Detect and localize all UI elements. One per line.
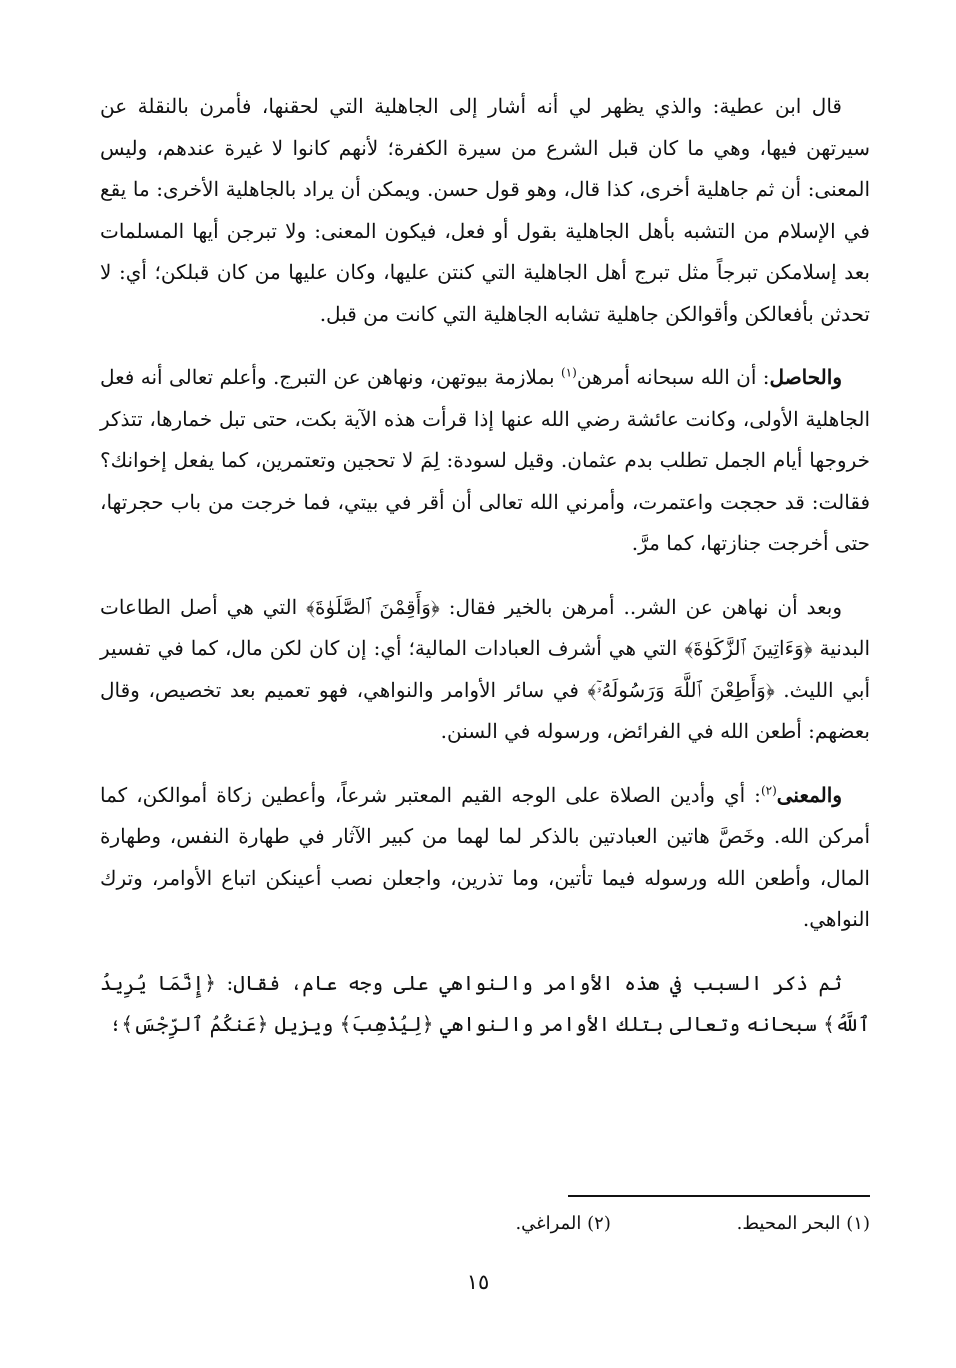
paragraph-al-hasil [100,357,870,565]
paragraph-lead-word: والحاصل [769,365,842,389]
paragraph-text-intro: : أن الله سبحانه أمرهن [576,365,770,389]
footnote-ref-1: (١) [560,365,577,380]
footnote-2: (٢) المراغي. [515,1213,611,1234]
paragraph-lead-word: والمعنى [776,782,842,807]
paragraph-al-mana [100,775,870,941]
page-number: ١٥ [466,1270,490,1294]
footnotes [170,1208,870,1240]
footnote-1: (١) البحر المحيط. [736,1213,870,1234]
paragraph-text: : أي وأدين الصلاة على الوجه القيم المعتبر شرعاً، وأعطين زكاة أموالكن، كما أمركن الله. وخَصَّ هاتين العبادتين بالذكر لما لهما من كبير الآثار في طهارة النفس، وطهارة المال، وأطعن الله ورسوله فيما تأتين، وما تذرين، واجعلن نصب أعينكن اتباع الأوامر، وترك النواهي. [100,782,870,931]
paragraph-text: وبعد أن نهاهن عن الشر.. أمرهن بالخير فقال: ﴿وَأَقِمْنَ ٱلصَّلَوٰةَ﴾ التي هي أصل الطاعات البدنية ﴿وَءَاتِينَ ٱلزَّكَوٰةَ﴾ التي هي أشرف العبادات المالية؛ أي: إن كان لكن مال، كما في تفسير أبي الليث. ﴿وَأَطِعْنَ ٱللَّهَ وَرَسُولَهُۥٓ﴾ في سائر الأوامر والنواهي، فهو تعميم بعد تخصيص، وقال بعضهم: أطعن الله في الفرائض، ورسوله في السنن. [100,594,870,743]
body-text [100,86,870,1068]
paragraph-text: ثم ذكر السبب في هذه الأوامر والنواهي على وجه عام، فقال: ﴿إِنَّمَا يُرِيدُ ٱللَّهُ﴾ سبحانه وتعالى بتلك الأوامر والنواهي ﴿لِيُذْهِبَ﴾ ويزيل ﴿عَنكُمُ ٱلرِّجْسَ﴾؛ [100,970,870,1036]
paragraph-ibn-atiyya [100,86,870,335]
paragraph-text: قال ابن عطية: والذي يظهر لي أنه أشار إلى الجاهلية التي لحقنها، فأمرن بالنقلة عن سيرتهن فيها، وهي ما كان قبل الشرع من سيرة الكفرة؛ لأنهم كانوا لا غيرة عندهم، وليس المعنى: أن ثم جاهلية أخرى، كذا قال، وهو قول حسن. ويمكن أن يراد بالجاهلية الأخرى: ما يقع في الإسلام من التشبه بأهل الجاهلية بقول أو فعل، فيكون المعنى: ولا تبرجن أيها المسلمات بعد إسلامكن تبرجاً مثل تبرج أهل الجاهلية التي كنتن عليها، وكان عليها من كان قبلكن؛ أي: لا تحدثن بأفعالكن وأقوالكن جاهلية تشابه الجاهلية التي كانت من قبل. [100,94,870,326]
paragraph-text: بملازمة بيوتهن، ونهاهن عن التبرج. وأعلم تعالى أنه فعل الجاهلية الأولى، وكانت عائشة رضي الله عنها إذا قرأت هذه الآية بكت، حتى تبل خمارها، تتذكر خروجها أيام الجمل تطلب بدم عثمان. وقيل لسودة: لِمَ لا تحجين وتعتمرين، كما يفعل إخوانك؟ فقالت: قد حججت واعتمرت، وأمرني الله تعالى أن أقر في بيتي، فما خرجت من باب حجرتها، حتى أخرجت جنازتها، كما مرَّ. [100,365,870,555]
paragraph-reason [100,963,870,1046]
paragraph-prayer-zakat [100,587,870,753]
footnote-ref-2: (٢) [760,782,777,797]
footnote-separator [568,1195,870,1197]
